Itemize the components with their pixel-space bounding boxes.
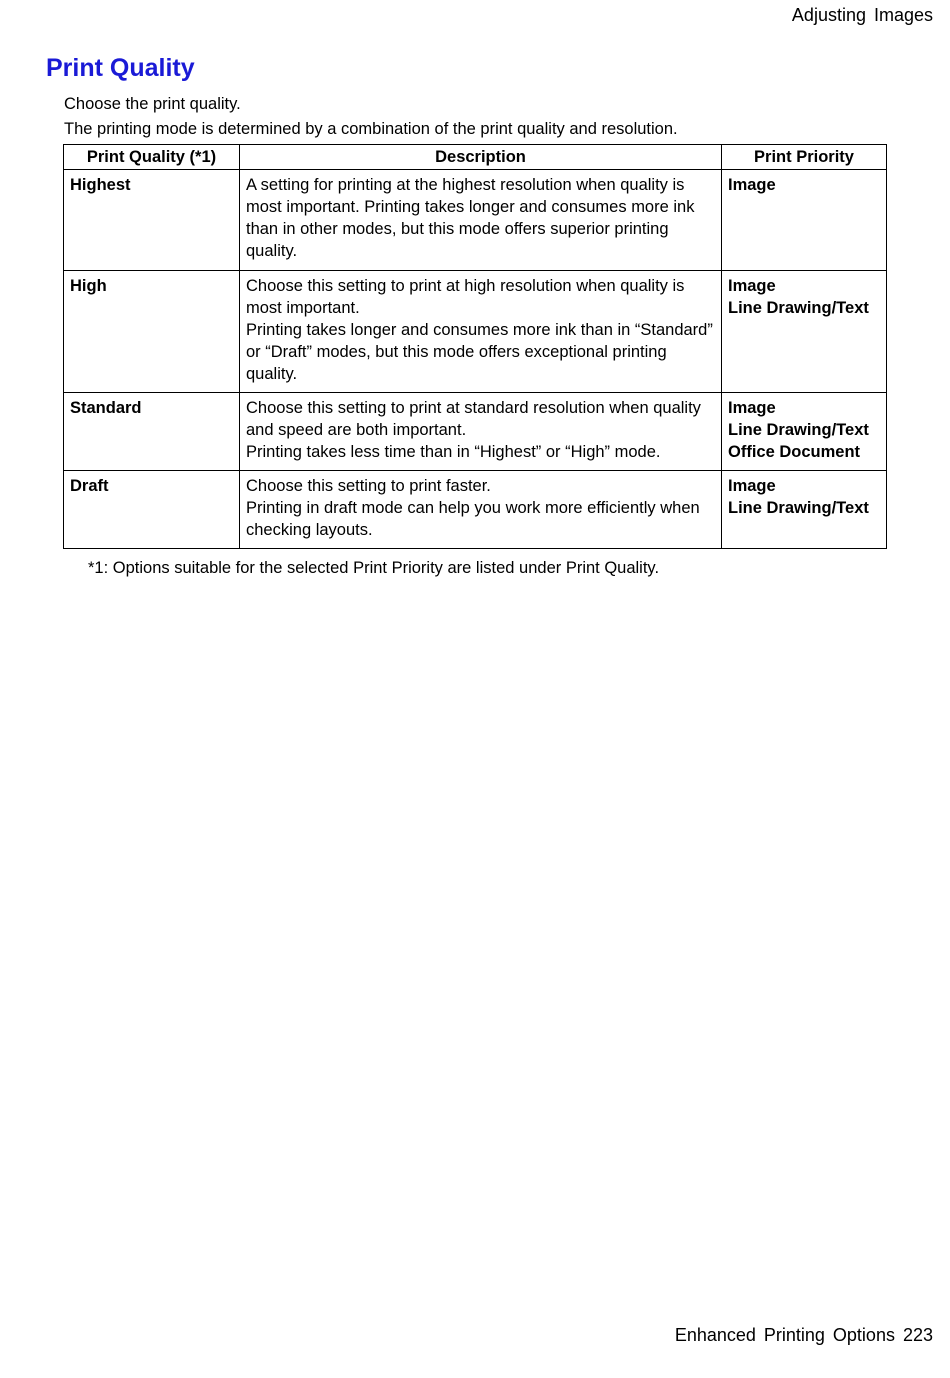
- column-header-print-priority: Print Priority: [722, 145, 887, 170]
- description-line: A setting for printing at the highest resolution when quality is most important. Printing takes longer and consumes more ink than in other modes, but this mode offers superior printing quality.: [246, 176, 695, 260]
- table-row: [64, 471, 887, 549]
- priority-item: Image: [728, 176, 776, 194]
- print-priority: [722, 393, 887, 471]
- running-footer: [675, 1325, 933, 1346]
- print-priority: [722, 170, 887, 271]
- quality-name: High: [64, 271, 240, 393]
- column-header-description: Description: [240, 145, 722, 170]
- footer-chapter: Enhanced Printing Options: [674, 1325, 895, 1345]
- quality-description: [240, 271, 722, 393]
- intro-text: Choose the print quality.: [64, 95, 241, 113]
- intro-text: The printing mode is determined by a combination of the print quality and resolution.: [64, 120, 678, 138]
- table-row: [64, 393, 887, 471]
- description-line: Printing in draft mode can help you work more efficiently when checking layouts.: [246, 499, 700, 539]
- description-line: Printing takes longer and consumes more ink than in “Standard” or “Draft” modes, but this mode offers exceptional printing quality.: [246, 321, 713, 383]
- page-title: Print Quality: [46, 54, 195, 82]
- priority-item: Office Document: [728, 443, 861, 461]
- quality-description: [240, 393, 722, 471]
- priority-item: Image: [728, 277, 776, 295]
- description-line: Choose this setting to print at high resolution when quality is most important.: [246, 277, 685, 317]
- quality-description: [240, 170, 722, 271]
- quality-name: Standard: [64, 393, 240, 471]
- print-priority: [722, 271, 887, 393]
- print-priority: [722, 471, 887, 549]
- priority-item: Line Drawing/Text: [728, 499, 869, 517]
- page-number: 223: [902, 1325, 933, 1345]
- priority-item: Image: [728, 477, 776, 495]
- running-header: Adjusting Images: [791, 5, 933, 25]
- table-row: [64, 170, 887, 271]
- description-line: Choose this setting to print faster.: [246, 477, 491, 495]
- footnote: *1: Options suitable for the selected Print Priority are listed under Print Quality.: [88, 559, 660, 577]
- print-quality-table: [63, 144, 887, 549]
- priority-item: Image: [728, 399, 776, 417]
- quality-description: [240, 471, 722, 549]
- priority-item: Line Drawing/Text: [728, 421, 869, 439]
- table-row: [64, 271, 887, 393]
- description-line: Choose this setting to print at standard resolution when quality and speed are both important.: [246, 399, 701, 439]
- table-header-row: [64, 145, 887, 170]
- description-line: Printing takes less time than in “Highest” or “High” mode.: [246, 443, 661, 461]
- column-header-print-quality: Print Quality (*1): [64, 145, 240, 170]
- quality-name: Highest: [64, 170, 240, 271]
- priority-item: Line Drawing/Text: [728, 299, 869, 317]
- quality-name: Draft: [64, 471, 240, 549]
